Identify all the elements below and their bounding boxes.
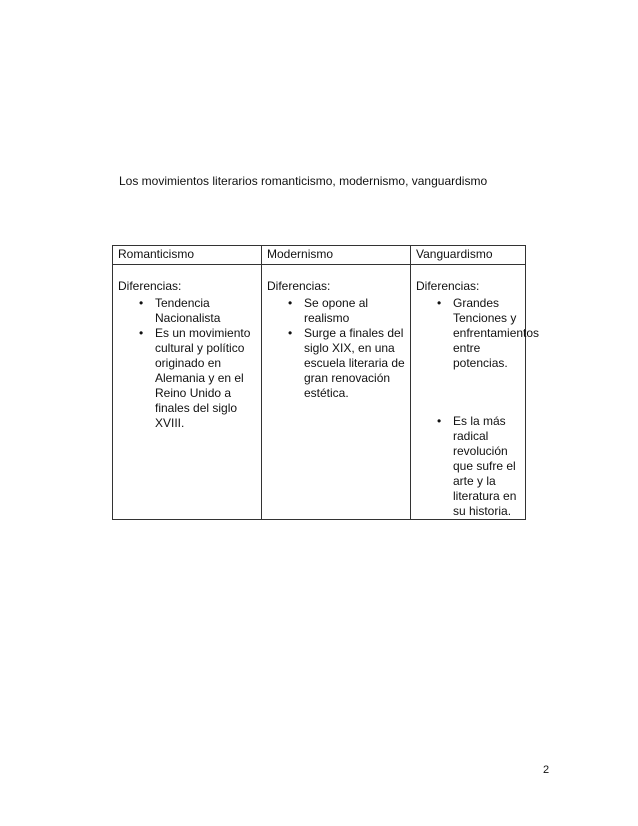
bullet-icon: • [139, 326, 144, 340]
page-title: Los movimientos literarios romanticismo, modernismo, vanguardismo [119, 174, 488, 188]
list-item [416, 414, 525, 519]
list-item-text: Grandes Tenciones y enfrentamientos entre potencias. [453, 296, 540, 370]
list-item-text: Es la más radical revolución que sufre el arte y la literatura en su historia. [453, 414, 517, 518]
movements-table [112, 245, 540, 520]
cell-vanguardismo [411, 265, 540, 520]
list-item [267, 296, 410, 326]
bullet-list [118, 296, 261, 431]
table-row [113, 265, 526, 520]
bullet-icon: • [139, 296, 144, 310]
bullet-icon: • [288, 326, 293, 340]
list-item [416, 296, 540, 371]
bullet-icon: • [437, 296, 442, 310]
differences-label: Diferencias: [267, 279, 331, 293]
list-item-text: Tendencia Nacionalista [155, 296, 221, 325]
bullet-list [416, 296, 540, 519]
cell-romanticismo [113, 265, 262, 520]
list-item [267, 326, 410, 401]
table-header-row [113, 246, 526, 265]
bullet-icon: • [437, 414, 442, 428]
differences-label: Diferencias: [118, 279, 182, 293]
header-modernismo: Modernismo [262, 246, 411, 265]
list-item-text: Se opone al realismo [304, 296, 369, 325]
page-number: 2 [543, 764, 550, 776]
header-romanticismo: Romanticismo [113, 246, 262, 265]
list-item [118, 296, 261, 326]
cell-modernismo [262, 265, 411, 520]
differences-label: Diferencias: [416, 279, 480, 293]
list-item [118, 326, 261, 431]
header-vanguardismo: Vanguardismo [411, 246, 526, 265]
list-item-text: Surge a finales del siglo XIX, en una escuela literaria de gran renovación estética. [304, 326, 405, 400]
bullet-list [267, 296, 410, 401]
bullet-icon: • [288, 296, 293, 310]
list-item-text: Es un movimiento cultural y político originado en Alemania y en el Reino Unido a finales del siglo XVIII. [155, 326, 251, 430]
